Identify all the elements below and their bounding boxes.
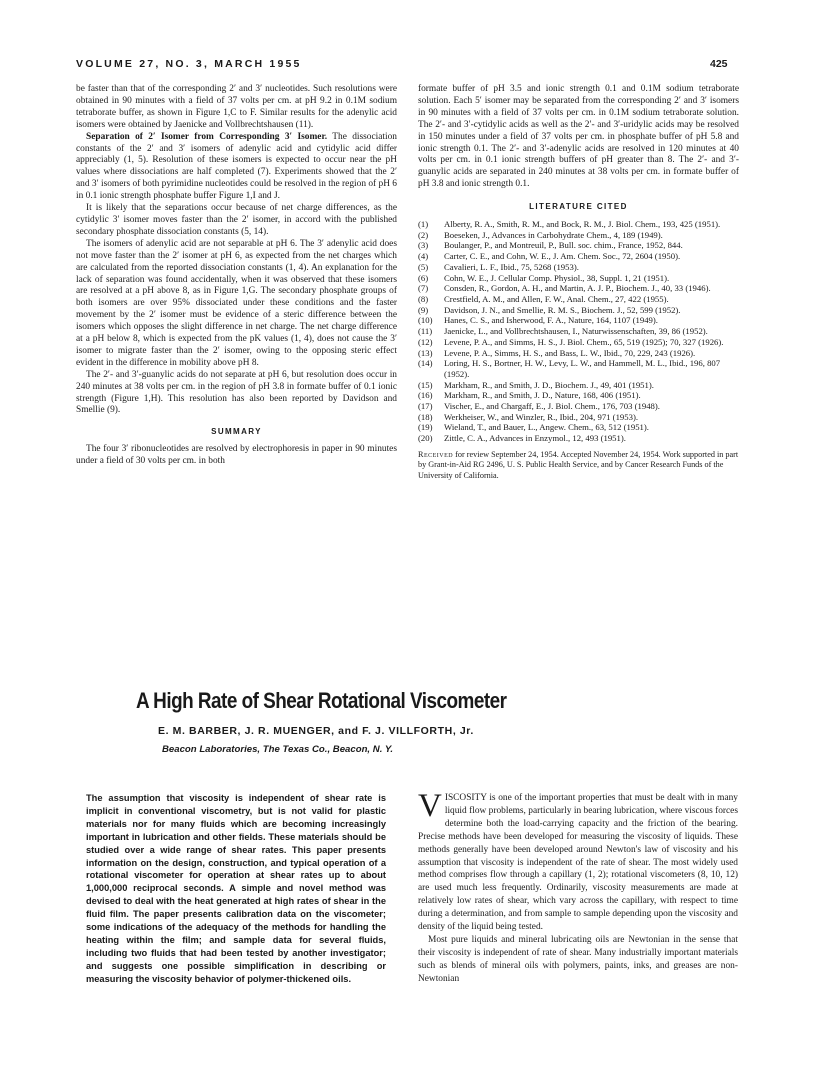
paragraph: The 2′- and 3′-guanylic acids do not separate at pH 6, but resolution does occur in 240 minutes at 38 volts per cm. in the region of pH 3.8 in formate buffer of 0.1 ionic strength (Figure 1,H). This resolution has also been reported by Davidson and Smellie (9). [76, 369, 397, 416]
paragraph-text: The dissociation constants of the 2′ and 3′ isomers of adenylic acid and cytidylic acid differ appreciably (1, 5). Resolution of these isomers is expected to occur near the pH values where dissociations are half completed (7). Experiments showed that the 2′ and 3′ isomers of both pyrimidine nucleotides could be resolved in the region of pH 6 in 0.1 ionic strength phosphate buffer Figure 1,I and J. [76, 131, 397, 202]
paragraph: Most pure liquids and mineral lubricating oils are Newtonian in the sense that their viscosity is independent of rate of shear. Many industrially important materials such as blends of mineral oils with polymers, paints, inks, and greases are non-Newtonian [418, 934, 738, 984]
paragraph [418, 788, 738, 934]
reference-number: (20) [418, 433, 433, 444]
reference-item [418, 380, 739, 391]
reference-item [418, 433, 739, 444]
reference-text: Vischer, E., and Chargaff, E., J. Biol. Chem., 176, 703 (1948). [444, 401, 660, 412]
reference-item [418, 412, 739, 423]
paragraph-text: ISCOSITY is one of the important properties that must be dealt with in many liquid flow problems, particularly in bearing lubrication, where viscous forces determine both the load-carrying capacity and the friction of the bearing. Precise methods have been developed for measuring the viscosity of liquids. These methods generally have been developed around Newton's law of viscosity and his assumption that viscosity is independent of the rate of shear. The most widely used method comprises flow through a capillary (1, 2); rotational viscometers (8, 10, 12) are used much less frequently. Ordinarily, viscosity measurements are made at relatively low rates of shear, which vary across the capillary, with respect to time during a determination, and from sample to sample depending upon the viscosity and density of the liquid being tested. [418, 793, 738, 933]
reference-text: Cavalieri, L. F., Ibid., 75, 5268 (1953). [444, 261, 579, 272]
paragraph: The isomers of adenylic acid are not separable at pH 6. The 3′ adenylic acid does not move faster than the 2′ isomer at pH 6, as expected from the net charges which are calculated from the reported dissociation constants (1, 4). An explanation for the lack of separation was found accidentally, when it was observed that these isomers are resolved at a pH above 8, as in Figure 1,G. The secondary phosphate groups of both isomers are over 95% dissociated under these conditions and the faster movement by the 2′ isomer must be evidence of a steric difference between the isomers which opposes the slight difference in net charge. The net charge difference at a pH below 8, which is expected from the pK values (1, 4), does not cause the 3′ isomer to migrate faster than the 2′ isomer, owing to the opposing steric effect evident in the difference in mobility above pH 8. [76, 238, 397, 368]
reference-number: (5) [418, 261, 429, 272]
running-header: VOLUME 27, NO. 3, MARCH 1955 [76, 58, 302, 70]
reference-item [418, 273, 739, 284]
received-text: for review September 24, 1954. Accepted November 24, 1954. Work supported in part by Grant-in-Aid RG 2496, U. S. Public Health Service, and by Cancer Research Funds of the University of California. [418, 449, 739, 480]
article-authors: E. M. BARBER, J. R. MUENGER, and F. J. VILLFORTH, Jr. [158, 725, 474, 737]
reference-item [418, 240, 739, 251]
reference-item [418, 337, 739, 348]
reference-item [418, 315, 739, 326]
run-in-heading: Separation of 2′ Isomer from Corresponding 3′ Isomer. [86, 131, 328, 142]
reference-item [418, 422, 739, 433]
article-abstract: The assumption that viscosity is independent of shear rate is implicit in conventional viscometry, but is not valid for plastic materials nor for many fluids which are becoming increasingly important in lubrication and other fields. These materials should be studied over a wide range of shear rates. This paper presents information on the design, construction, and typical operation of a rotational viscometer for operation at shear rates up to about 1,000,000 reciprocal seconds. A simple and novel method was devised to deal with the heat generated at high rates of shear in the fluid film. The paper presents calibration data on the viscometer; some indications of the adequacy of the methods for handling the heating within the film; and sample data for several fluids, including two fluids that had been tested by another investigator; and suggests one possible simplification in describing or measuring the viscosity behavior of polymer-thickened oils. [86, 793, 386, 984]
reference-item [418, 251, 739, 262]
reference-text: Werkheiser, W., and Winzler, R., Ibid., 204, 971 (1953). [444, 411, 639, 422]
right-column [418, 84, 739, 481]
reference-number: (9) [418, 304, 429, 315]
summary-heading: SUMMARY [211, 427, 262, 437]
paragraph: be faster than that of the corresponding 2′ and 3′ nucleotides. Such resolutions were obtained in 90 minutes with a field of 37 volts per cm. at pH 9.2 in 0.1M sodium tetraborate buffer, as shown in Figure 1,C to F. Similar results for the adenylic acid isomers were obtained by Jaenicke and Vollbrechtshausen (11). [76, 84, 397, 130]
article-title: A High Rate of Shear Rotational Viscometer [136, 688, 507, 713]
reference-text: Cohn, W. E., J. Cellular Comp. Physiol., 38, Suppl. 1, 21 (1951). [444, 272, 670, 283]
reference-text: Alberty, R. A., Smith, R. M., and Bock, R. M., J. Biol. Chem., 193, 425 (1951). [444, 219, 721, 230]
reference-number: (15) [418, 379, 433, 390]
reference-item [418, 262, 739, 273]
paragraph [76, 132, 397, 203]
reference-item [418, 401, 739, 412]
reference-number: (6) [418, 272, 429, 283]
reference-number: (4) [418, 251, 429, 262]
reference-text: Consden, R., Gordon, A. H., and Martin, A. J. P., Biochem. J., 40, 33 (1946). [444, 283, 711, 294]
reference-item [418, 294, 739, 305]
reference-item [418, 283, 739, 294]
page-number: 425 [710, 58, 728, 70]
reference-number: (19) [418, 422, 433, 433]
reference-text: Davidson, J. N., and Smellie, R. M. S., Biochem. J., 52, 599 (1952). [444, 304, 681, 315]
reference-number: (7) [418, 283, 429, 294]
reference-number: (1) [418, 219, 429, 230]
reference-number: (10) [418, 315, 433, 326]
reference-number: (14) [418, 358, 433, 369]
reference-number: (3) [418, 240, 429, 251]
reference-number: (17) [418, 401, 433, 412]
reference-text: Markham, R., and Smith, J. D., Nature, 168, 406 (1951). [444, 390, 641, 401]
reference-item [418, 358, 739, 379]
reference-text: Levene, P. A., and Simms, H. S., J. Biol. Chem., 65, 519 (1925); 70, 327 (1926). [444, 336, 724, 347]
reference-text: Boulanger, P., and Montreuil, P., Bull. soc. chim., France, 1952, 844. [444, 240, 683, 251]
reference-number: (18) [418, 411, 433, 422]
reference-item [418, 230, 739, 241]
reference-number: (8) [418, 293, 429, 304]
reference-list [418, 219, 739, 444]
reference-item [418, 348, 739, 359]
drop-cap: V [418, 788, 442, 824]
reference-text: Crestfield, A. M., and Allen, F. W., Anal. Chem., 27, 422 (1955). [444, 293, 669, 304]
reference-text: Hanes, C. S., and Isherwood, F. A., Nature, 164, 1107 (1949). [444, 315, 658, 326]
reference-item [418, 326, 739, 337]
reference-item [418, 390, 739, 401]
reference-number: (13) [418, 347, 433, 358]
left-column [76, 84, 397, 468]
reference-text: Loring, H. S., Bortner, H. W., Levy, L. W., and Hammell, M. L., Ibid., 196, 807 (1952). [444, 358, 721, 379]
paragraph: formate buffer of pH 3.5 and ionic strength 0.1 and 0.1M sodium tetraborate solution. Each 5′ isomer may be separated from the corresponding 2′ and 3′ isomers in 90 minutes with a field of 37 volts per cm. in 0.1M sodium tetraborate solution. The 2′- and 3′-cytidylic acids as well as the 2′- and 3′-uridylic acids may be resolved in 150 minutes under a field of 37 volts per cm. in phosphate buffer of pH 5.8 and ionic strength 0.1. The 2′- and 3′-adenylic acids are resolved in 120 minutes at 40 volts per cm. in 0.1 ionic strength buffers of pH greater than 8. The 2′- and 3′-guanylic acids are separated in 240 minutes at 38 volts per cm. in formate buffer of pH 3.8 and ionic strength 0.1. [418, 84, 739, 190]
reference-number: (16) [418, 390, 433, 401]
reference-text: Boeseken, J., Advances in Carbohydrate Chem., 4, 189 (1949). [444, 229, 663, 240]
reference-text: Wieland, T., and Bauer, L., Angew. Chem., 63, 512 (1951). [444, 422, 649, 433]
article-body [418, 788, 738, 986]
reference-item [418, 305, 739, 316]
reference-text: Zittle, C. A., Advances in Enzymol., 12, 493 (1951). [444, 433, 626, 444]
reference-number: (12) [418, 336, 433, 347]
received-label: Received [418, 449, 454, 459]
literature-heading: LITERATURE CITED [529, 202, 628, 212]
reference-text: Carter, C. E., and Cohn, W. E., J. Am. Chem. Soc., 72, 2604 (1950). [444, 251, 681, 262]
article-affiliation: Beacon Laboratories, The Texas Co., Beacon, N. Y. [162, 744, 394, 755]
reference-number: (2) [418, 229, 429, 240]
reference-number: (11) [418, 326, 433, 337]
reference-text: Jaenicke, L., and Vollbrechtshausen, I., Naturwissenschaften, 39, 86 (1952). [444, 326, 708, 337]
summary-paragraph: The four 3′ ribonucleotides are resolved by electrophoresis in paper in 90 minutes under a field of 30 volts per cm. in both [76, 444, 397, 467]
reference-text: Markham, R., and Smith, J. D., Biochem. J., 49, 401 (1951). [444, 379, 654, 390]
reference-text: Levene, P. A., Simms, H. S., and Bass, L. W., Ibid., 70, 229, 243 (1926). [444, 347, 696, 358]
reference-item [418, 219, 739, 230]
received-note [418, 450, 739, 481]
paragraph: It is likely that the separations occur because of net charge differences, as the cytidylic 3′ isomer moves faster than the 2′ isomer, in accord with the published secondary phosphate dissociation constants (5, 14). [76, 203, 397, 237]
